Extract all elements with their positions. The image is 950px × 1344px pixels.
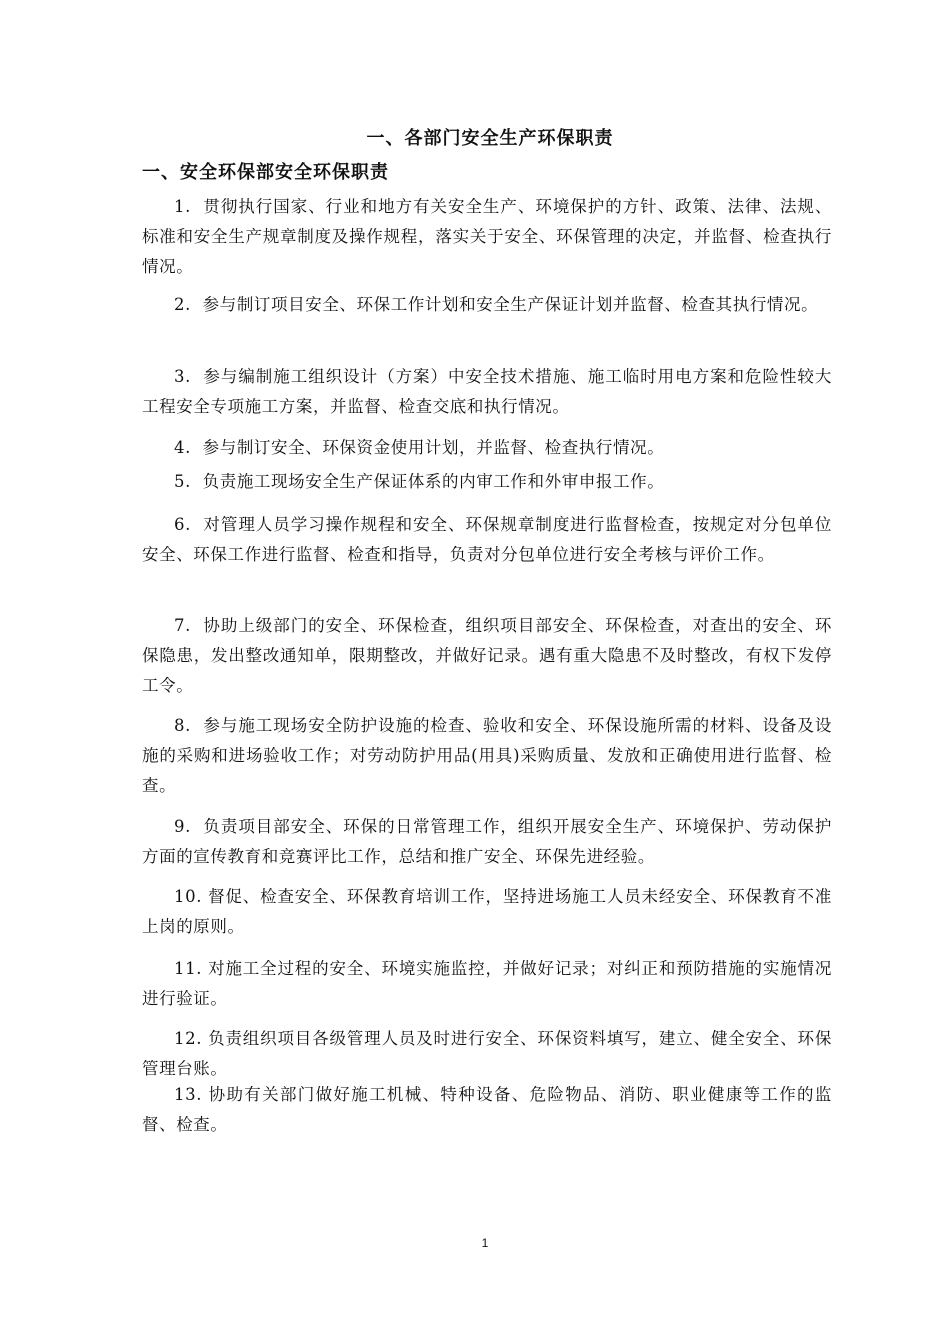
duty-item-12: 12. 负责组织项目各级管理人员及时进行安全、环保资料填写，建立、健全安全、环保管理台账。 bbox=[142, 1029, 832, 1078]
duty-item-3: 3. 参与编制施工组织设计（方案）中安全技术措施、施工临时用电方案和危险性较大工程安全专项施工方案，并监督、检查交底和执行情况。 bbox=[142, 367, 832, 416]
duty-item-13: 13. 协助有关部门做好施工机械、特种设备、危险物品、消防、职业健康等工作的监督、检查。 bbox=[142, 1085, 832, 1134]
duty-item-1: 1. 贯彻执行国家、行业和地方有关安全生产、环境保护的方针、政策、法律、法规、标准和安全生产规章制度及操作规程，落实关于安全、环保管理的决定，并监督、检查执行情况。 bbox=[142, 197, 832, 276]
duty-item-6: 6. 对管理人员学习操作规程和安全、环保规章制度进行监督检查，按规定对分包单位安全、环保工作进行监督、检查和指导，负责对分包单位进行安全考核与评价工作。 bbox=[142, 515, 832, 564]
duty-item-11: 11. 对施工全过程的安全、环境实施监控，并做好记录；对纠正和预防措施的实施情况进行验证。 bbox=[142, 959, 832, 1008]
section-heading: 一、安全环保部安全环保职责 bbox=[142, 162, 389, 183]
duty-item-5: 5. 负责施工现场安全生产保证体系的内审工作和外审申报工作。 bbox=[174, 472, 665, 491]
page-number: 1 bbox=[481, 1236, 489, 1250]
duty-item-8: 8. 参与施工现场安全防护设施的检查、验收和安全、环保设施所需的材料、设备及设施的采购和进场验收工作；对劳动防护用品(用具)采购质量、发放和正确使用进行监督、检查。 bbox=[142, 716, 832, 795]
duty-item-2: 2. 参与制订项目安全、环保工作计划和安全生产保证计划并监督、检查其执行情况。 bbox=[174, 295, 819, 314]
duty-item-9: 9. 负责项目部安全、环保的日常管理工作，组织开展安全生产、环境保护、劳动保护方面的宣传教育和竞赛评比工作，总结和推广安全、环保先进经验。 bbox=[142, 817, 832, 866]
document-title: 一、各部门安全生产环保职责 bbox=[366, 128, 614, 149]
duty-item-10: 10. 督促、检查安全、环保教育培训工作，坚持进场施工人员未经安全、环保教育不准上岗的原则。 bbox=[142, 887, 832, 936]
duty-item-4: 4. 参与制订安全、环保资金使用计划，并监督、检查执行情况。 bbox=[174, 438, 665, 457]
duty-item-7: 7. 协助上级部门的安全、环保检查，组织项目部安全、环保检查，对查出的安全、环保隐患，发出整改通知单，限期整改，并做好记录。遇有重大隐患不及时整改，有权下发停工令。 bbox=[142, 616, 832, 695]
